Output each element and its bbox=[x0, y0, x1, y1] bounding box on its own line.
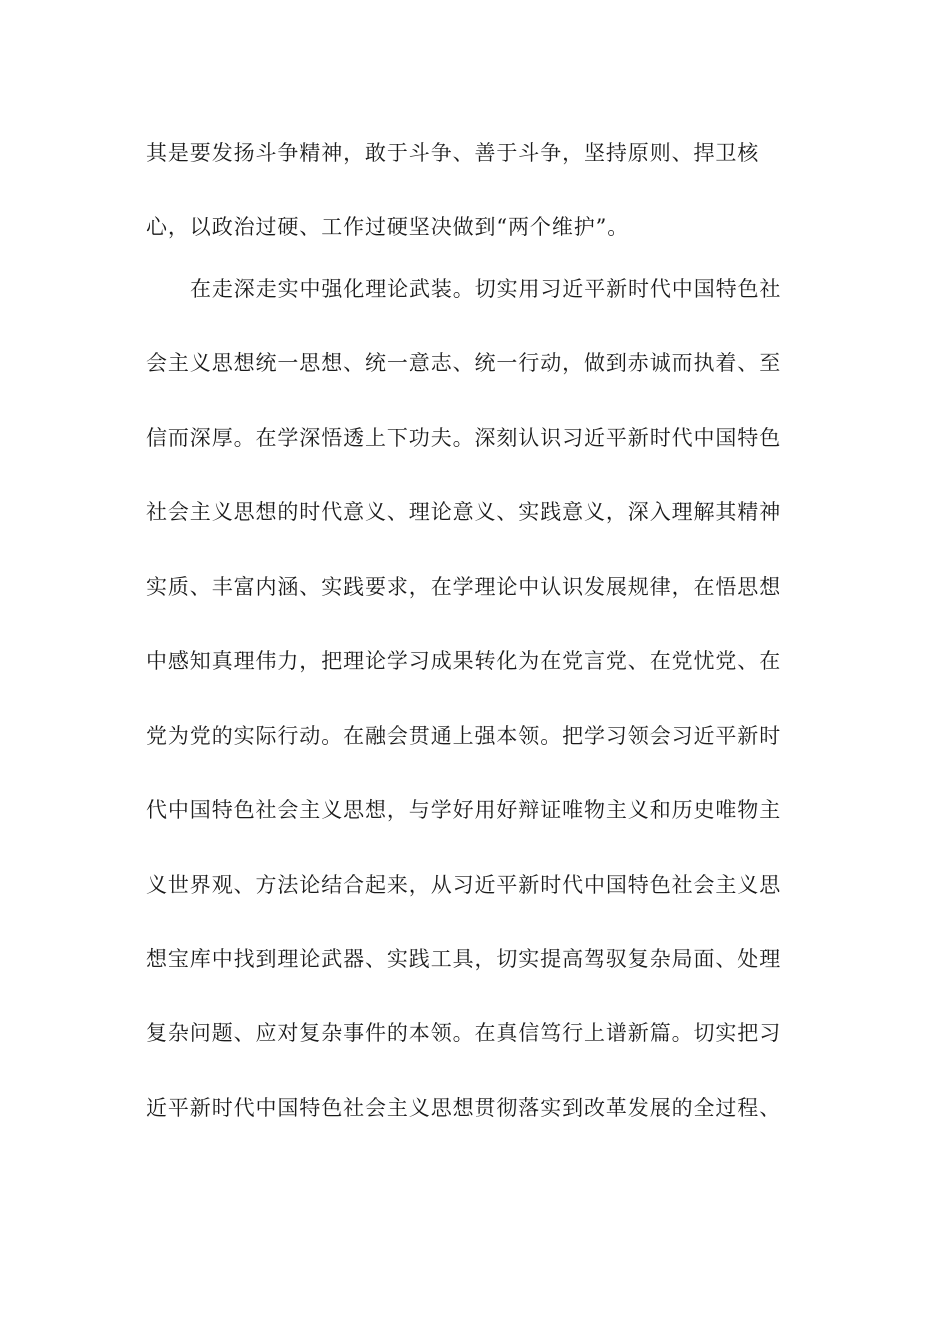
body-text-line: 心，以政治过硬、工作过硬坚决做到“两个维护”。 bbox=[146, 215, 630, 239]
body-text-line: 近平新时代中国特色社会主义思想贯彻落实到改革发展的全过程、 bbox=[146, 1096, 782, 1120]
body-text-line: 义世界观、方法论结合起来，从习近平新时代中国特色社会主义思 bbox=[146, 873, 782, 897]
body-text-line: 社会主义思想的时代意义、理论意义、实践意义，深入理解其精神 bbox=[146, 500, 782, 524]
body-text-line: 会主义思想统一思想、统一意志、统一行动，做到赤诚而执着、至 bbox=[146, 351, 782, 375]
body-text-line: 中感知真理伟力，把理论学习成果转化为在党言党、在党忧党、在 bbox=[146, 649, 782, 673]
body-text-line: 复杂问题、应对复杂事件的本领。在真信笃行上谱新篇。切实把习 bbox=[146, 1021, 782, 1045]
body-text-line: 党为党的实际行动。在融会贯通上强本领。把学习领会习近平新时 bbox=[146, 724, 782, 748]
body-text-line: 实质、丰富内涵、实践要求，在学理论中认识发展规律，在悟思想 bbox=[146, 575, 782, 599]
body-text-line: 想宝库中找到理论武器、实践工具，切实提高驾驭复杂局面、处理 bbox=[146, 947, 782, 971]
body-text-line: 其是要发扬斗争精神，敢于斗争、善于斗争，坚持原则、捍卫核 bbox=[146, 141, 760, 165]
body-text-line: 信而深厚。在学深悟透上下功夫。深刻认识习近平新时代中国特色 bbox=[146, 426, 782, 450]
paragraph-first-line: 在走深走实中强化理论武装。切实用习近平新时代中国特色社 bbox=[190, 277, 782, 301]
body-text-line: 代中国特色社会主义思想，与学好用好辩证唯物主义和历史唯物主 bbox=[146, 798, 782, 822]
